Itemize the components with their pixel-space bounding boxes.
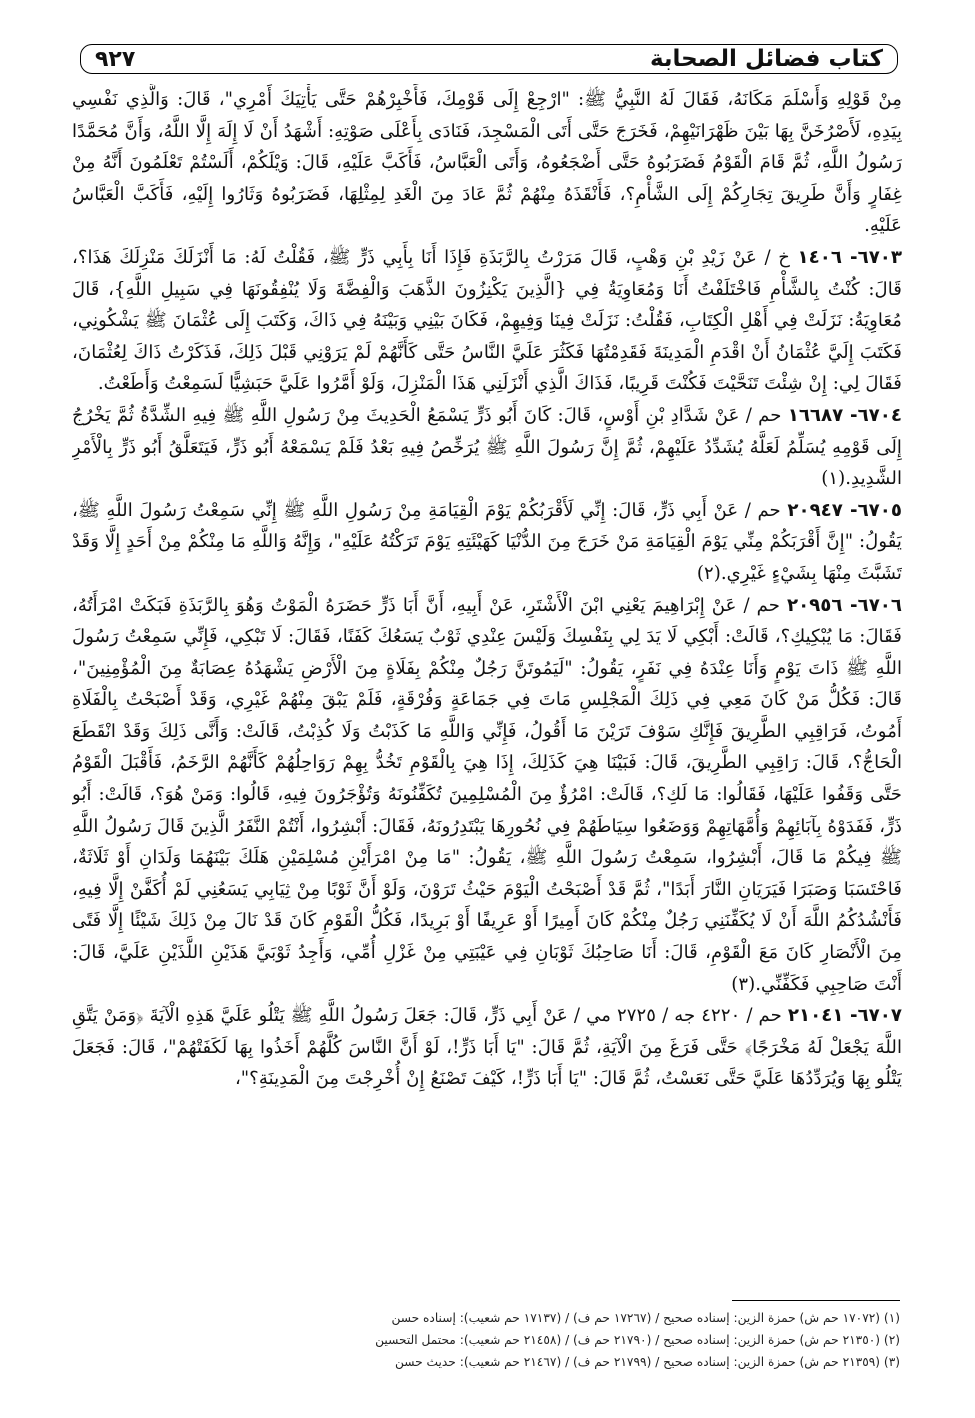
- page-body: [72, 84, 902, 1269]
- footnote-2: (٢) (٢١٣٥٠ حم ش) حمزة الزين: إسناده صحيح / (٢١٧٩٠ حم ف) / (٢١٤٥٨ حم شعيب): محتمل التحسين: [375, 1333, 900, 1347]
- footnotes: [150, 1307, 900, 1373]
- hadith-6706: [72, 590, 902, 1001]
- hadith-number: ٦٧٠٤- ١٦٦٨٧: [787, 404, 902, 426]
- footnote-3: (٣) (٢١٣٥٩ حم ش) حمزة الزين: إسناده صحيح / (٢١٧٩٩ حم ف) / (٢١٤٦٧ حم شعيب): حديث حسن: [394, 1355, 900, 1369]
- hadith-text: حم / عَنْ إِبْرَاهِيمَ يَعْنِي ابْنَ الْأَشْتَرِ، عَنْ أَبِيهِ، أَنَّ أَبَا ذَرٍّ حَضَرَهُ الْمَوْتُ وَهُوَ بِالرَّبَذَةِ فَبَكَتْ امْرَأَتُهُ، فَقَالَ: مَا يُبْكِيكِ؟، قَالَتْ: أَبْكِي لَا يَدَ لِي بِنَفْسِكَ وَلَيْسَ عِنْدِي ثَوْبٌ يَسَعُكَ كَفَنًا، فَقَالَ: لَا تَبْكِي، فَإِنِّي سَمِعْتُ رَسُولَ اللَّهِ ﷺ ذَاتَ يَوْمٍ وَأَنَا عِنْدَهُ فِي نَفَرٍ، يَقُولُ: "لَيَمُوتَنَّ رَجُلٌ مِنْكُمْ بِفَلَاةٍ مِنَ الْأَرْضِ يَشْهَدُهُ عِصَابَةٌ مِنَ الْمُؤْمِنِينَ"، قَالَ: فَكُلُّ مَنْ كَانَ مَعِي فِي ذَلِكَ الْمَجْلِسِ مَاتَ فِي جَمَاعَةٍ وَفُرْقَةٍ، فَلَمْ يَبْقَ مِنْهُمْ غَيْرِي، وَقَدْ أَصْبَحْتُ بِالْفَلَاةِ أَمُوتُ، فَرَاقِبِي الطَّرِيقَ فَإِنَّكِ سَوْفَ تَرَيْنَ مَا أَقُولُ، فَإِنِّي وَاللَّهِ مَا كَذَبْتُ وَلَا كُذِبْتُ، قَالَتْ: وَأَنَّى ذَلِكَ وَقَدْ انْقَطَعَ الْحَاجُّ؟، قَالَ: رَاقِبِي الطَّرِيقَ، قَالَ: فَبَيْنَا هِيَ كَذَلِكَ، إِذَا هِيَ بِالْقَوْمِ تَخُدُّ بِهِمْ رَوَاحِلُهُمْ كَأَنَّهُمْ الرَّخَمُ، فَأَقْبَلَ الْقَوْمُ حَتَّى وَقَفُوا عَلَيْهَا، فَقَالُوا: مَا لَكِ؟، قَالَتْ: امْرُؤٌ مِنَ الْمُسْلِمِينَ تُكَفِّنُونَهُ وَتُؤْجَرُونَ فِيهِ، قَالُوا: وَمَنْ هُوَ؟، قَالَتْ: أَبُو ذَرٍّ، فَفَدَوْهُ بِآبَائِهِمْ وَأُمَّهَاتِهِمْ وَوَضَعُوا سِيَاطَهُمْ فِي نُحُورِهَا يَبْتَدِرُونَهُ، فَقَالَ: أَبْشِرُوا، أَنْتُمْ النَّفَرُ الَّذِينَ قَالَ رَسُولُ اللَّهِ ﷺ فِيكُمْ مَا قَالَ، أَبْشِرُوا، سَمِعْتُ رَسُولَ اللَّهِ ﷺ، يَقُولُ: "مَا مِنْ امْرَأَيْنِ مُسْلِمَيْنِ هَلَكَ بَيْنَهُمَا وَلَدَانِ أَوْ ثَلَاثَةٌ، فَاحْتَسَبَا وَصَبَرَا فَيَرَيَانِ النَّارَ أَبَدًا"، ثُمَّ قَدْ أَصْبَحْتُ الْيَوْمَ حَيْثُ تَرَوْنَ، وَلَوْ أَنَّ ثَوْبًا مِنْ ثِيَابِي يَسَعُنِي لَمْ أُكَفَّنْ إِلَّا فِيهِ، فَأَنْشُدُكُمُ اللَّهَ أَنْ لَا يُكَفِّنَنِي رَجُلٌ مِنْكُمْ كَانَ أَمِيرًا أَوْ عَرِيفًا أَوْ بَرِيدًا، فَكُلُّ الْقَوْمِ كَانَ قَدْ نَالَ مِنْ ذَلِكَ شَيْئًا إِلَّا فَتًى مِنَ الْأَنْصَارِ كَانَ مَعَ الْقَوْمِ، قَالَ: أَنَا صَاحِبُكَ ثَوْبَانِ فِي عَيْبَتِي مِنْ غَزْلِ أُمِّي، وَأَجِدُ ثَوْبَيَّ هَذَيْنِ اللَّذَيْنِ عَلَيَّ، قَالَ: أَنْتَ صَاحِبِي فَكَفِّنِّي.(٣): [72, 594, 902, 995]
- footnote-divider: [732, 1300, 900, 1301]
- hadith-6707: [72, 1000, 902, 1095]
- hadith-6704: [72, 400, 902, 495]
- paragraph-text: مِنْ قَوْلِهِ وَأَسْلَمَ مَكَانَهُ، فَقَالَ لَهُ النَّبِيُّ ﷺ: "ارْجِعْ إِلَى قَوْمِكَ، فَأَخْبِرْهُمْ حَتَّى يَأْتِيَكَ أَمْرِي"، قَالَ: وَالَّذِي نَفْسِي بِيَدِهِ، لَأَصْرُخَنَّ بِهَا بَيْنَ ظَهْرَانَيْهِمْ، فَخَرَجَ حَتَّى أَتَى الْمَسْجِدَ، فَنَادَى بِأَعْلَى صَوْتِهِ: أَشْهَدُ أَنْ لَا إِلَهَ إِلَّا اللَّهُ، وَأَنَّ مُحَمَّدًا رَسُولُ اللَّهِ، ثُمَّ قَامَ الْقَوْمُ فَضَرَبُوهُ حَتَّى أَضْجَعُوهُ، وَأَتَى الْعَبَّاسُ، فَأَكَبَّ عَلَيْهِ، قَالَ: وَيْلَكُمْ، أَلَسْتُمْ تَعْلَمُونَ أَنَّهُ مِنْ غِفَارٍ وَأَنَّ طَرِيقَ تِجَارِكُمْ إِلَى الشَّأْمِ؟، فَأَنْقَذَهُ مِنْهُمْ ثُمَّ عَادَ مِنَ الْغَدِ لِمِثْلِهَا، فَضَرَبُوهُ وَثَارُوا إِلَيْهِ، فَأَكَبَّ الْعَبَّاسُ عَلَيْهِ.: [72, 89, 902, 237]
- book-title: كتاب فضائل الصحابة: [649, 46, 883, 72]
- hadith-number: ٦٧٠٧- ٢١٠٤١: [787, 1005, 902, 1027]
- hadith-number: ٦٧٠٦- ٢٠٩٥٦: [786, 594, 902, 616]
- hadith-number: ٦٧٠٥- ٢٠٩٤٧: [787, 499, 902, 521]
- page-header: [80, 44, 898, 74]
- page-number: ٩٢٧: [95, 46, 136, 72]
- hadith-text: حم / ٤٢٢٠ جه / ٢٧٢٥ مي / عَنْ أَبِي ذَرٍّ، قَالَ: جَعَلَ رَسُولُ اللَّهِ ﷺ يَتْلُو عَلَيَّ هَذِهِ الْآيَةَ ﴿وَمَنْ يَتَّقِ اللَّهَ يَجْعَلْ لَهُ مَخْرَجًا﴾ حَتَّى فَرَغَ مِنَ الْآيَةِ، ثُمَّ قَالَ: "يَا أَبَا ذَرٍّ!، لَوْ أَنَّ النَّاسَ كُلَّهُمْ أَخَذُوا بِهَا لَكَفَتْهُمْ"، قَالَ: فَجَعَلَ يَتْلُو بِهَا وَيُرَدِّدُهَا عَلَيَّ حَتَّى نَعَسْتُ، ثُمَّ قَالَ: "يَا أَبَا ذَرٍّ!، كَيْفَ تَصْنَعُ إِنْ أُخْرِجْتَ مِنَ الْمَدِينَةِ؟"،: [72, 1005, 902, 1090]
- footnote-1: (١) (١٧٠٧٢ حم ش) حمزة الزين: إسناده صحيح / (١٧٢٦٧ حم ف) / (١٧١٣٧ حم شعيب): إسناده حسن: [391, 1311, 900, 1325]
- hadith-text: حم / عَنْ شَدَّادِ بْنِ أَوْسٍ، قَالَ: كَانَ أَبُو ذَرٍّ يَسْمَعُ الْحَدِيثَ مِنْ رَسُولِ اللَّهِ ﷺ فِيهِ الشِّدَّةُ ثُمَّ يَخْرُجُ إِلَى قَوْمِهِ يُسَلِّمُ لَعَلَّهُ يُشَدِّدُ عَلَيْهِمْ، ثُمَّ إِنَّ رَسُولَ اللَّهِ ﷺ يُرَخِّصُ فِيهِ بَعْدُ فَلَمْ يَسْمَعْهُ أَبُو ذَرٍّ، فَيَتَعَلَّقُ أَبُو ذَرٍّ بِالْأَمْرِ الشَّدِيدِ.(١): [72, 404, 902, 490]
- hadith-text: حم / عَنْ أَبِي ذَرٍّ، قَالَ: إِنِّي لَأَقْرَبُكُمْ يَوْمَ الْقِيَامَةِ مِنْ رَسُولِ اللَّهِ ﷺ إِنِّي سَمِعْتُ رَسُولَ اللَّهِ ﷺ، يَقُولُ: "إِنَّ أَقْرَبَكُمْ مِنِّي يَوْمَ الْقِيَامَةِ مَنْ خَرَجَ مِنَ الدُّنْيَا كَهَيْئَتِهِ يَوْمَ تَرَكْتُهُ عَلَيْهِ"، وَإِنَّهُ وَاللَّهِ مَا مِنْكُمْ مِنْ أَحَدٍ إِلَّا وَقَدْ تَشَبَّثَ مِنْهَا بِشَيْءٍ غَيْرِي.(٢): [72, 499, 902, 584]
- hadith-number: ٦٧٠٣- ١٤٠٦: [797, 246, 902, 268]
- hadith-6705: [72, 495, 902, 590]
- paragraph-continuation: [72, 84, 902, 242]
- hadith-text: خ / عَنْ زَيْدِ بْنِ وَهْبٍ، قَالَ مَرَرْتُ بِالرَّبَذَةِ فَإِذَا أَنَا بِأَبِي ذَرٍّ ﷺ، فَقُلْتُ لَهُ: مَا أَنْزَلَكَ مَنْزِلَكَ هَذَا؟، قَالَ: كُنْتُ بِالشَّأْمِ فَاخْتَلَفْتُ أَنَا وَمُعَاوِيَةُ فِي {الَّذِينَ يَكْنِزُونَ الذَّهَبَ وَالْفِضَّةَ وَلَا يُنْفِقُونَهَا فِي سَبِيلِ اللَّهِ}، قَالَ مُعَاوِيَةُ: نَزَلَتْ فِي أَهْلِ الْكِتَابِ، فَقُلْتُ: نَزَلَتْ فِينَا وَفِيهِمْ، فَكَانَ بَيْنِي وَبَيْنَهُ فِي ذَاكَ، وَكَتَبَ إِلَى عُثْمَانَ ﷺ يَشْكُونِي، فَكَتَبَ إِلَيَّ عُثْمَانُ أَنْ اقْدَمِ الْمَدِينَةَ فَقَدِمْتُهَا فَكَثُرَ عَلَيَّ النَّاسُ حَتَّى كَأَنَّهُمْ لَمْ يَرَوْنِي قَبْلَ ذَلِكَ، فَذَكَرْتُ ذَاكَ لِعُثْمَانَ، فَقَالَ لِي: إِنْ شِئْتَ تَنَحَّيْتَ فَكُنْتَ قَرِيبًا، فَذَاكَ الَّذِي أَنْزَلَنِي هَذَا الْمَنْزِلَ، وَلَوْ أَمَّرُوا عَلَيَّ حَبَشِيًّا لَسَمِعْتُ وَأَطَعْتُ.: [72, 246, 902, 395]
- hadith-6703: [72, 242, 902, 400]
